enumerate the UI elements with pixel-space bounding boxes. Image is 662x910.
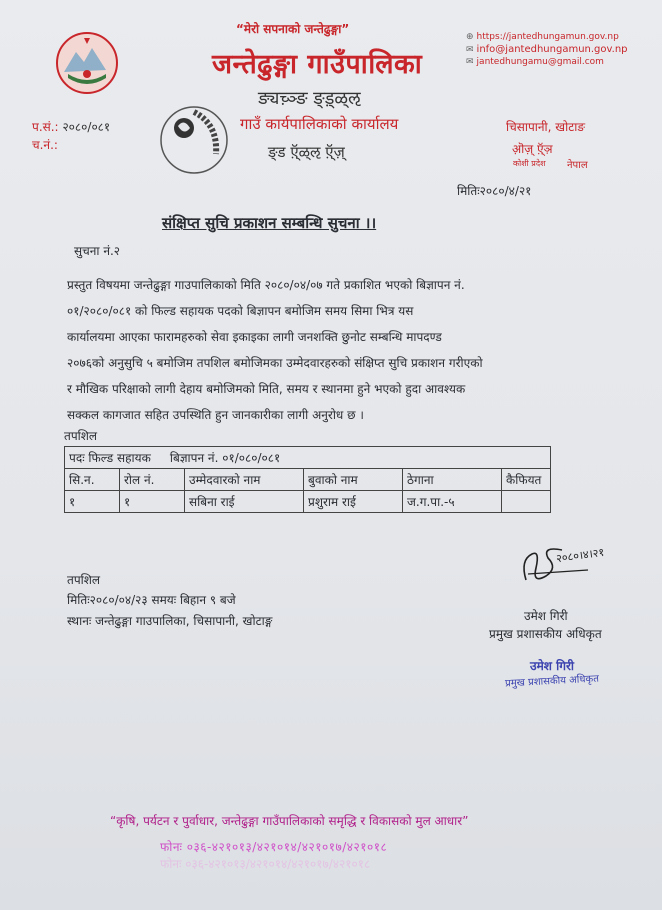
table-header: कैफियत: [502, 469, 551, 491]
province-text: कोशी प्रदेश: [513, 159, 546, 168]
mail-icon: ✉: [466, 57, 474, 67]
globe-icon: ⊕: [466, 32, 474, 42]
table-header: उम्मेदवारको नाम: [185, 469, 304, 491]
table-section-label: तपशिल: [64, 429, 98, 443]
chalani-number: च.नं.:: [32, 138, 58, 152]
schedule-place: स्थानः जन्तेढुङ्गा गाउपालिका, चिसापानी, खोटाङ्ग: [67, 614, 273, 628]
table-title-row: [65, 447, 551, 469]
body-line: र मौखिक परिक्षाको लागी देहाय बमोजिमको मिति, समय र स्थानमा हुने भएको हुदा आवश्यक: [67, 382, 466, 396]
table-cell: १: [65, 491, 120, 513]
table-header: बुवाको नाम: [304, 469, 403, 491]
stamp-post: प्रमुख प्रशासकीय अधिकृत: [504, 673, 600, 690]
table-cell: १: [120, 491, 185, 513]
table-cell: प्रशुराम राई: [304, 491, 403, 513]
signature-date: २०८०।४।२१: [555, 545, 606, 566]
body-line: कार्यालयमा आएका फारामहरुको सेवा इकाइका लागी जनशक्ति छुनोट सम्बन्धि मापदण्ड: [67, 330, 442, 344]
body-line: प्रस्तुत विषयमा जन्तेढुङ्गा गाउपालिकाको मिति २०८०/०४/०७ गते प्रकाशित भएको बिज्ञापन नं.: [67, 278, 465, 292]
office-script: ङ्ड ऍ़्ळ्ऌ ऍ़्ज़्: [268, 143, 345, 161]
title-script: ङ्यच़्ञ्ङ ङ्ड़्ळ्ऌ: [258, 88, 361, 109]
table-cell: [502, 491, 551, 513]
gmail-text: ✉ jantedhungamu@gmail.com: [466, 57, 604, 67]
notice-body: [67, 272, 595, 428]
stamp-name: उमेश गिरी: [530, 659, 574, 673]
patra-sankhya: प.सं.: २०८०/०८१: [32, 120, 111, 134]
candidate-table: [64, 446, 551, 513]
email-icon: ✉: [466, 45, 474, 55]
letter-date: मितिः२०८०/४/२१: [457, 184, 532, 198]
table-cell: सबिना राई: [185, 491, 304, 513]
address-script: ऒ़ज़् ऍ़्ञ़: [512, 142, 553, 156]
body-line: ०१/२०८०/०८१ को फिल्ड सहायक पदको बिज्ञापन बमोजिम समय सिमा भित्र यस: [67, 304, 414, 318]
website-text: ⊕ https://jantedhungamun.gov.np: [466, 32, 619, 42]
tagline: “मेरो सपनाको जन्तेढुङ्गा”: [236, 22, 350, 36]
notice-heading: संक्षिप्त सुचि प्रकाशन सम्बन्धि सुचना ।।: [162, 214, 377, 232]
signatory-post: प्रमुख प्रशासकीय अधिकृत: [489, 627, 602, 641]
table-header-row: [65, 469, 551, 491]
country-text: नेपाल: [567, 160, 588, 171]
table-header: रोल नं.: [120, 469, 185, 491]
footer-slogan: “कृषि, पर्यटन र पुर्वाधार, जन्तेढुङ्गा गाउँपालिकाको समृद्धि र विकासको मुल आधार”: [110, 814, 469, 828]
schedule-datetime: मितिः२०८०/०४/२३ समयः बिहान ९ बजे: [67, 593, 236, 607]
table-header: ठेगाना: [403, 469, 502, 491]
footer-phone-offset: फोनः ०३६-४२१०१३/४२१०१४/४२१०१७/४२१०१८: [160, 857, 371, 871]
office-name: गाउँ कार्यपालिकाको कार्यालय: [240, 115, 399, 133]
nepal-emblem-icon: [54, 30, 120, 96]
table-row: [65, 491, 551, 513]
signatory-name: उमेश गिरी: [524, 609, 568, 623]
address-text: चिसापानी, खोटाङ: [506, 120, 585, 134]
footer-phone: फोनः ०३६-४२१०१३/४२१०१४/४२१०१७/४२१०१८: [160, 840, 388, 854]
table-header: सि.न.: [65, 469, 120, 491]
municipality-title: जन्तेढुङ्गा गाउँपालिका: [212, 49, 423, 80]
body-line: सक्कल कागजात सहित उपस्थिति हुन जानकारीका लागी अनुरोध छ ।: [67, 408, 364, 422]
body-line: २०७६को अनुसुचि ५ बमोजिम तपशिल बमोजिमका उम्मेदवारहरुको संक्षिप्त सुचि प्रकाशन गरीएको: [67, 356, 483, 370]
office-seal-icon: [158, 104, 230, 176]
schedule-label: तपशिल: [67, 573, 101, 587]
email-text: ✉ info@jantedhungamun.gov.np: [466, 44, 628, 55]
post-label: पदः फिल्ड सहायक: [69, 451, 151, 465]
ad-label: बिज्ञापन नं. ०१/०८०/०८१: [169, 451, 281, 465]
table-cell: ज.ग.पा.-५: [403, 491, 502, 513]
notice-number: सुचना नं.२: [74, 244, 121, 258]
